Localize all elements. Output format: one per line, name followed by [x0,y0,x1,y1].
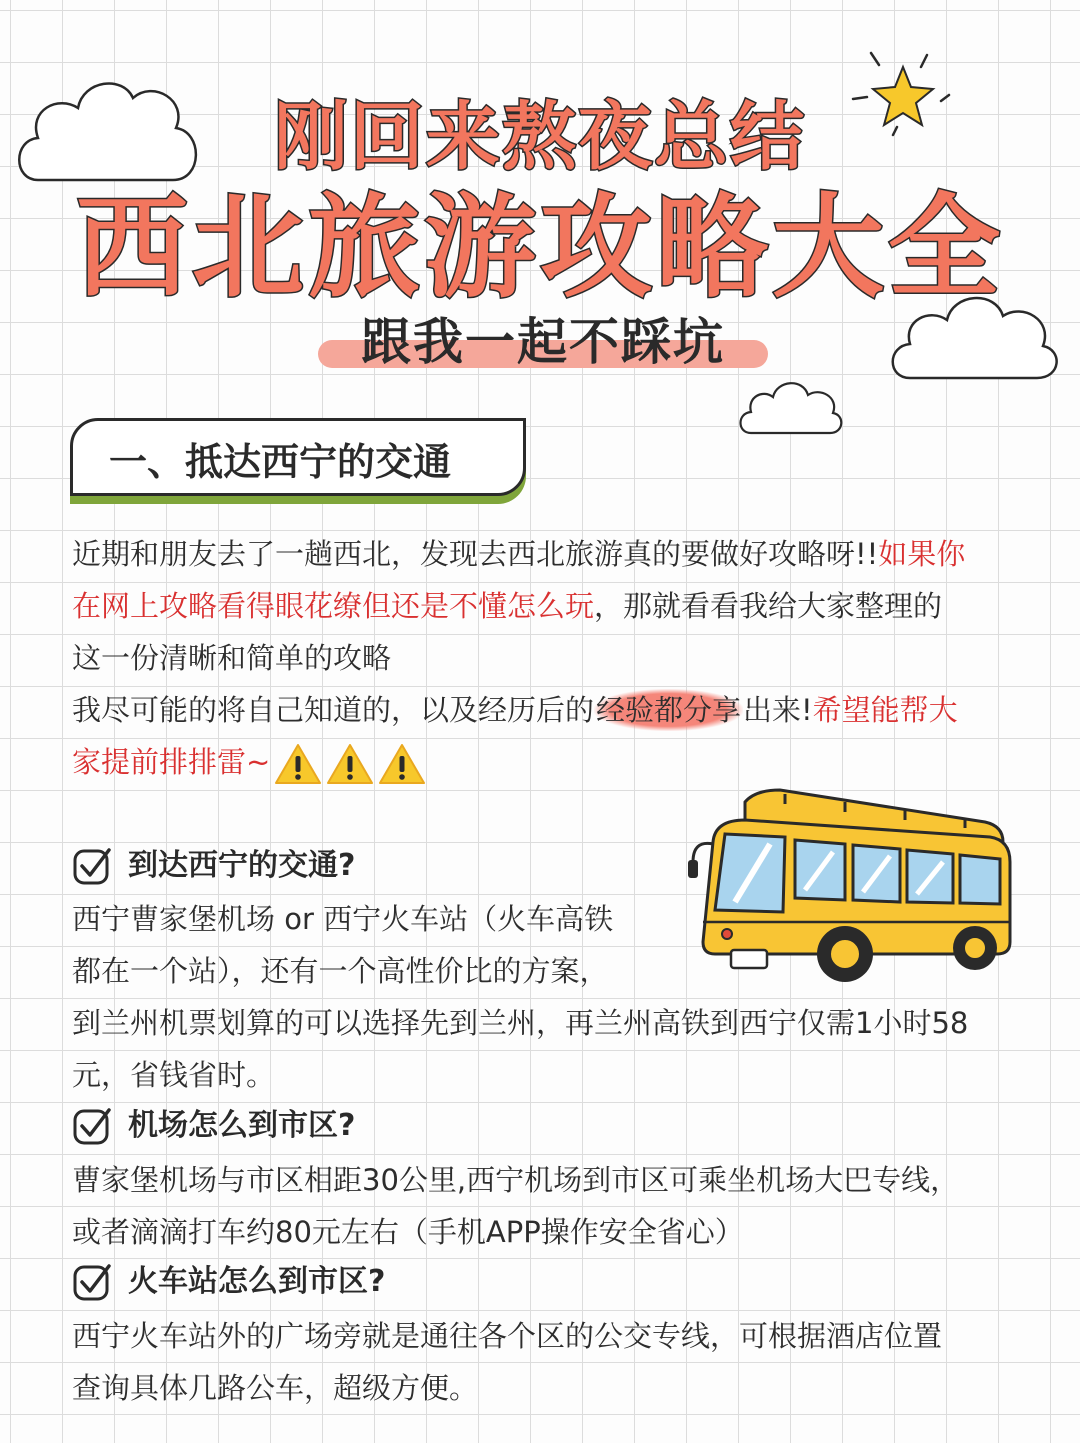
qa-answer-line: 曹家堡机场与市区相距30公里,西宁机场到市区可乘坐机场大巴专线， [72,1163,960,1197]
warning-icon [378,742,426,786]
section-heading-tag [70,418,526,496]
intro-highlight-text: 在网上攻略看得眼花缭但还是不懂怎么玩 [72,589,595,623]
checkbox-icon [72,846,112,886]
qa-answer-line: 到兰州机票划算的可以选择先到兰州，再兰州高铁到西宁仅需1小时58 [72,1006,969,1040]
qa-answer [72,1310,1062,1414]
qa-answer-line: 西宁曹家堡机场 or 西宁火车站（火车高铁 [72,902,614,936]
qa-answer [72,1154,1062,1258]
intro-line [72,528,1042,580]
intro-paragraph [72,528,1042,788]
intro-text: 近期和朋友去了一趟西北，发现去西北旅游真的要做好攻略呀!! [72,537,879,571]
intro-highlight-text: 如果你 [878,537,966,571]
intro-marked-text: 经验都分享 [594,689,743,731]
qa-question: 机场怎么到市区? [128,1108,356,1143]
page-title-line2: 西北旅游攻略大全 [76,183,1004,313]
qa-question: 火车站怎么到市区? [128,1264,386,1299]
qa-answer-line: 查询具体几路公车，超级方便。 [72,1371,479,1405]
warning-icon [326,742,374,786]
intro-highlight-text: 希望能帮大 [812,693,958,727]
intro-line [72,580,1042,632]
intro-line: 这一份清晰和简单的攻略 [72,641,392,675]
qa-answer-line: 都在一个站），还有一个高性价比的方案， [72,954,609,988]
checkbox-icon [72,1262,112,1302]
intro-text: 我尽可能的将自己知道的，以及经历后的 [72,693,595,727]
section-heading: 一、抵达西宁的交通 [109,440,452,484]
intro-text: 出来! [743,693,813,727]
intro-text: ，那就看看我给大家整理的 [594,589,943,623]
intro-line [72,684,1042,736]
intro-highlight-text: 家提前排排雷~ [72,745,271,779]
cloud-icon [735,365,845,440]
subtitle: 跟我一起不踩坑 [361,313,725,371]
intro-line [72,736,1042,788]
warning-icon [274,742,322,786]
checkbox-icon [72,1106,112,1146]
qa-answer-line: 或者滴滴打车约80元左右（手机APP操作安全省心） [72,1215,744,1249]
subtitle-banner [318,300,768,372]
qa-question: 到达西宁的交通? [128,848,356,883]
page-title-line1: 刚回来熬夜总结 [274,94,806,180]
qa-answer-line: 西宁火车站外的广场旁就是通往各个区的公交专线，可根据酒店位置 [72,1319,943,1353]
qa-answer [72,893,1062,1101]
qa-answer-line: 元，省钱省时。 [72,1058,276,1092]
